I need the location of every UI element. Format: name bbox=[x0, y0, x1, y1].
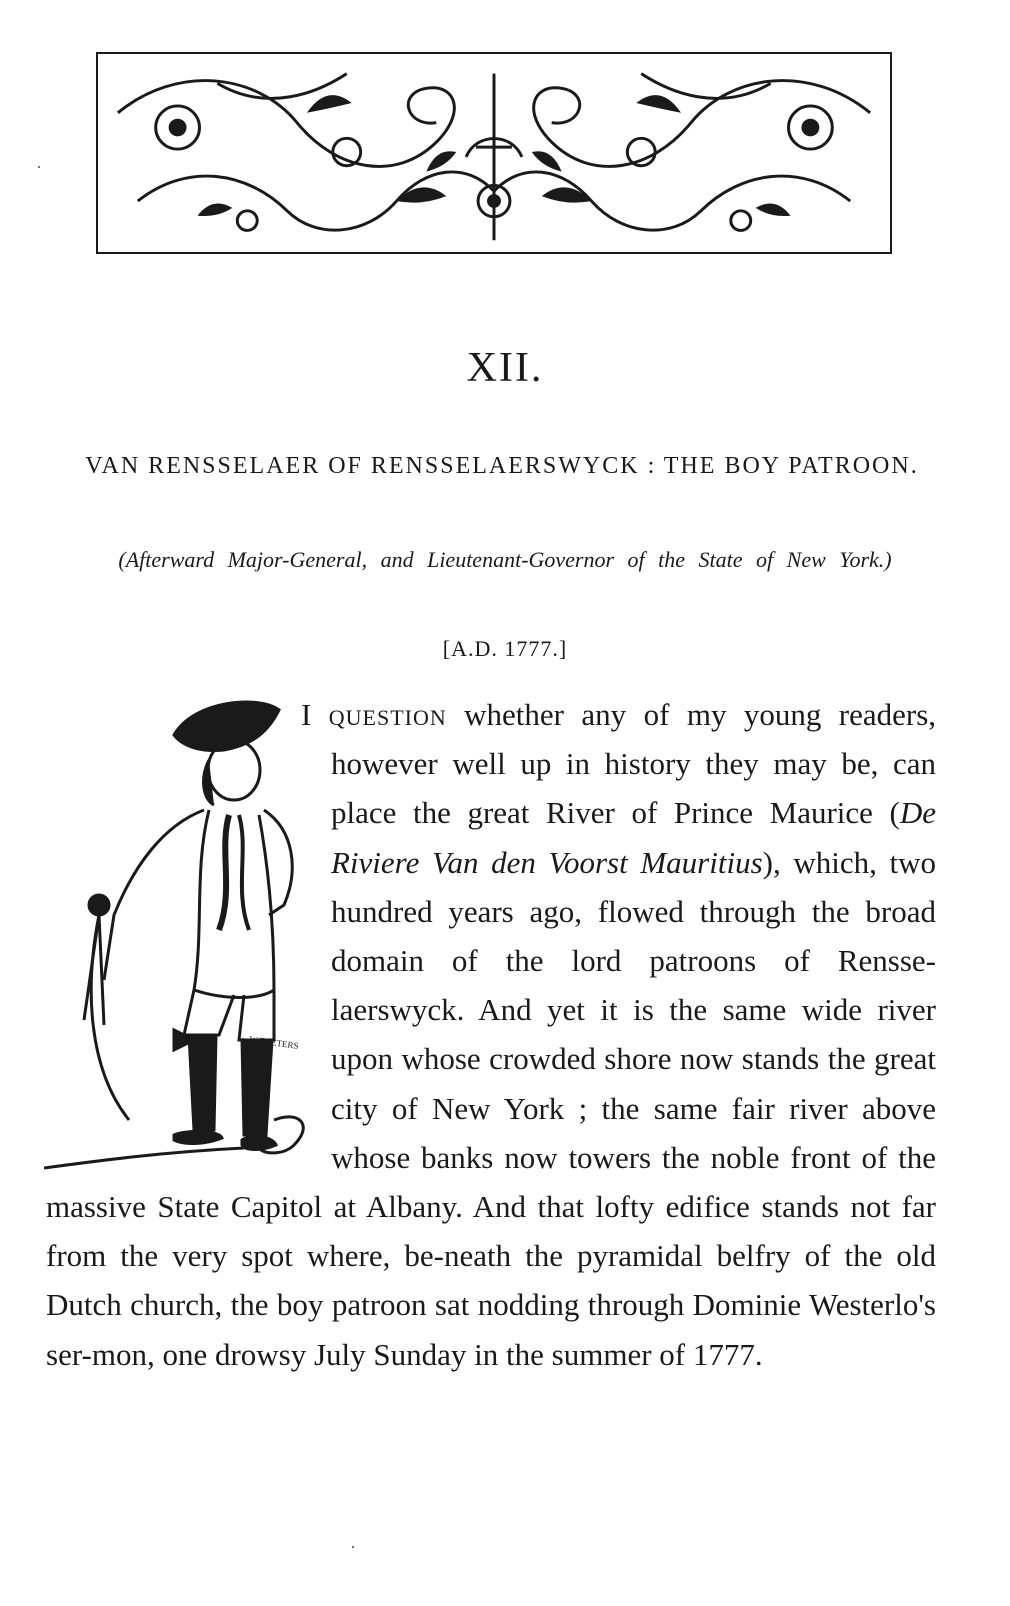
page-speck bbox=[352, 1546, 354, 1548]
page-speck bbox=[38, 166, 40, 168]
chapter-date: [A.D. 1777.] bbox=[442, 636, 568, 661]
chapter-number: XII. bbox=[466, 345, 544, 391]
chapter-title: VAN RENSSELAER OF RENSSELAERSWYCK : THE BOY PATROON. bbox=[85, 453, 919, 479]
body-run-2: ), which, two hundred years ago, flowed through the broad domain of the lord patroons of Rensse-laerswyck. And yet it is the same wide river upon whose crowded shore now stands the great city of New York ; the same fair river above whose banks now towers the noble front of the massive State Capitol at Albany. And that lofty edifice stands not far from the very spot where, be-neath the pyramidal belfry of the old Dutch church, the boy patroon sat nodding through Dominie Westerlo's ser-mon, one drowsy July Sunday in the summer of 1777. bbox=[46, 844, 936, 1372]
scroll-ornament-icon bbox=[98, 54, 890, 252]
chapter-body-text bbox=[46, 690, 936, 1379]
illustration-spacer bbox=[46, 690, 331, 1168]
lead-word: question bbox=[328, 697, 447, 732]
chapter-subtitle: (Afterward Major-General, and Lieutenant-Governor of the State of New York.) bbox=[118, 547, 892, 572]
drop-letter: I bbox=[301, 697, 312, 732]
body-italic-name: De Riviere Van den Voorst Mauritius bbox=[331, 795, 936, 880]
header-ornament bbox=[96, 52, 892, 254]
body-run-1: whether any of my young readers, however well up in history they may be, can place the great River of Prince Maurice ( bbox=[331, 697, 937, 831]
artist-signature: W.T.PETERS bbox=[248, 1034, 300, 1051]
